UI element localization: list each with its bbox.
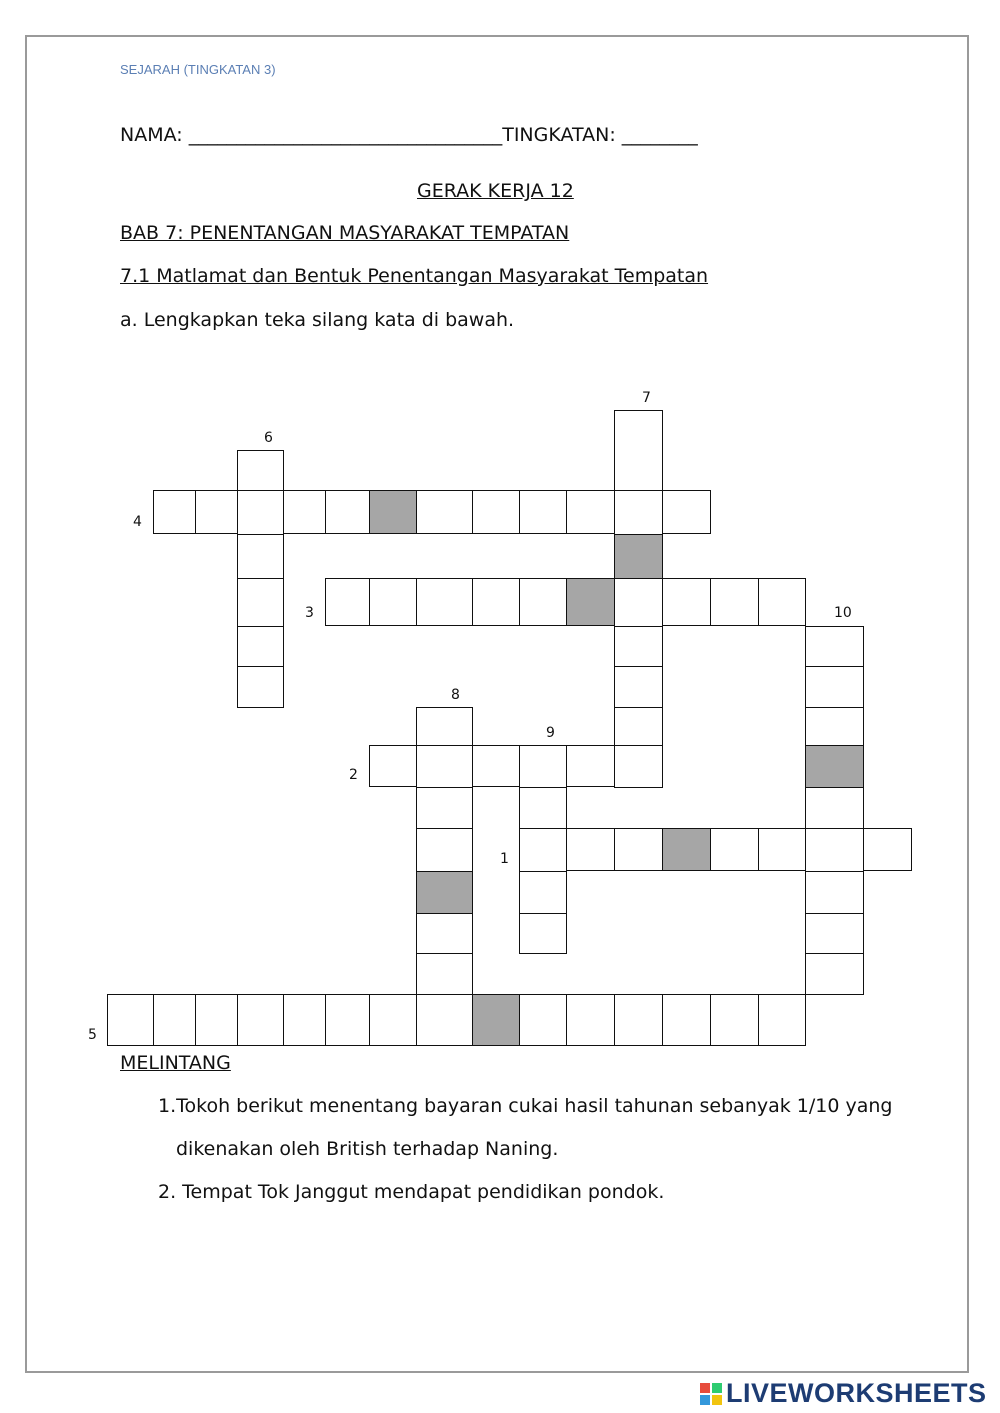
across-3-cell-1[interactable]: [325, 578, 370, 626]
clue-number-4: 4: [133, 514, 142, 530]
down-7-cell-7[interactable]: [614, 707, 663, 746]
down-8-cell-5[interactable]: [416, 871, 473, 914]
across-5-cell-10[interactable]: [519, 994, 567, 1046]
across-heading: MELINTANG: [120, 1052, 231, 1074]
clue-number-1: 1: [500, 851, 509, 867]
down-7-cell-5[interactable]: [614, 626, 663, 667]
down-8-cell-7[interactable]: [416, 953, 473, 995]
chapter-title: BAB 7: PENENTANGAN MASYARAKAT TEMPATAN: [120, 222, 570, 244]
down-6-cell-3[interactable]: [237, 534, 284, 579]
across-3-cell-8[interactable]: [662, 578, 711, 626]
across-3-cell-5[interactable]: [519, 578, 567, 626]
down-7-cell-3[interactable]: [614, 534, 663, 579]
down-8-cell-4[interactable]: [416, 828, 473, 872]
across-4-cell-12[interactable]: [662, 490, 711, 534]
down-10-cell-9[interactable]: [805, 953, 864, 995]
across-5-cell-8[interactable]: [416, 994, 473, 1046]
down-6-cell-2[interactable]: [237, 490, 284, 535]
across-5-cell-2[interactable]: [153, 994, 196, 1046]
across-5-cell-1[interactable]: [107, 994, 154, 1046]
down-6-cell-5[interactable]: [237, 626, 284, 667]
across-1-cell-3[interactable]: [614, 828, 663, 871]
clue-number-8: 8: [451, 687, 460, 703]
across-3-cell-10[interactable]: [758, 578, 806, 626]
across-5-cell-6[interactable]: [325, 994, 370, 1046]
header-tag: SEJARAH (TINGKATAN 3): [120, 62, 276, 77]
across-4-cell-1[interactable]: [153, 490, 196, 534]
down-10-cell-8[interactable]: [805, 913, 864, 954]
down-9-cell-5[interactable]: [519, 913, 567, 954]
down-10-cell-6[interactable]: [805, 828, 864, 872]
down-7-cell-2[interactable]: [614, 490, 663, 535]
clue-number-7: 7: [642, 390, 651, 406]
down-9-cell-2[interactable]: [519, 787, 567, 829]
across-1-cell-6[interactable]: [758, 828, 806, 871]
across-4-cell-10[interactable]: [566, 490, 615, 534]
across-3-cell-6[interactable]: [566, 578, 615, 626]
across-5-cell-15[interactable]: [758, 994, 806, 1046]
down-10-cell-4[interactable]: [805, 745, 864, 788]
across-4-cell-7[interactable]: [416, 490, 473, 534]
down-8-cell-3[interactable]: [416, 787, 473, 829]
across-5-cell-13[interactable]: [662, 994, 711, 1046]
across-4-cell-6[interactable]: [369, 490, 417, 534]
down-6-cell-1[interactable]: [237, 450, 284, 491]
name-class-line: NAMA: _________________________________TINGKATAN: ________: [120, 124, 698, 146]
logo-mark-icon: [700, 1383, 722, 1405]
logo-text: LIVEWORKSHEETS: [726, 1378, 987, 1408]
down-9-cell-3[interactable]: [519, 828, 567, 872]
across-3-cell-9[interactable]: [710, 578, 759, 626]
down-10-cell-1[interactable]: [805, 626, 864, 667]
across-clue-2: 2. Tempat Tok Janggut mendapat pendidikan pondok.: [158, 1181, 665, 1203]
across-2-cell-3[interactable]: [472, 745, 520, 787]
clue-number-2: 2: [349, 767, 358, 783]
liveworksheets-logo: [700, 1378, 987, 1409]
down-8-cell-2[interactable]: [416, 745, 473, 788]
across-5-cell-12[interactable]: [614, 994, 663, 1046]
down-10-cell-3[interactable]: [805, 707, 864, 746]
worksheet-title: GERAK KERJA 12: [417, 180, 574, 202]
across-5-cell-9[interactable]: [472, 994, 520, 1046]
instruction: a. Lengkapkan teka silang kata di bawah.: [120, 309, 515, 331]
down-7-cell-6[interactable]: [614, 666, 663, 708]
clue-number-6: 6: [264, 430, 273, 446]
across-4-cell-2[interactable]: [195, 490, 238, 534]
across-4-cell-4[interactable]: [283, 490, 326, 534]
down-10-cell-5[interactable]: [805, 787, 864, 829]
down-6-cell-6[interactable]: [237, 666, 284, 708]
clue-number-3: 3: [305, 605, 314, 621]
clue-number-5: 5: [88, 1027, 97, 1043]
down-9-cell-1[interactable]: [519, 745, 567, 788]
across-5-cell-11[interactable]: [566, 994, 615, 1046]
subtopic-title: 7.1 Matlamat dan Bentuk Penentangan Masyarakat Tempatan: [120, 265, 709, 287]
down-10-cell-7[interactable]: [805, 871, 864, 914]
down-8-cell-1[interactable]: [416, 707, 473, 746]
down-7-cell-4[interactable]: [614, 578, 663, 627]
down-8-cell-6[interactable]: [416, 913, 473, 954]
across-1-cell-2[interactable]: [566, 828, 615, 871]
across-3-cell-2[interactable]: [369, 578, 417, 626]
down-6-cell-4[interactable]: [237, 578, 284, 627]
clue-number-9: 9: [546, 725, 555, 741]
across-1-cell-8[interactable]: [863, 828, 912, 871]
across-clue-1-line-2: dikenakan oleh British terhadap Naning.: [176, 1138, 559, 1160]
across-4-cell-8[interactable]: [472, 490, 520, 534]
down-10-cell-2[interactable]: [805, 666, 864, 708]
down-7-cell-1[interactable]: [614, 410, 663, 491]
across-2-cell-1[interactable]: [369, 745, 417, 787]
across-3-cell-4[interactable]: [472, 578, 520, 626]
across-1-cell-5[interactable]: [710, 828, 759, 871]
across-1-cell-4[interactable]: [662, 828, 711, 871]
down-7-cell-8[interactable]: [614, 745, 663, 788]
across-5-cell-14[interactable]: [710, 994, 759, 1046]
across-5-cell-4[interactable]: [237, 994, 284, 1046]
down-9-cell-4[interactable]: [519, 871, 567, 914]
across-2-cell-5[interactable]: [566, 745, 615, 787]
across-3-cell-3[interactable]: [416, 578, 473, 626]
across-5-cell-3[interactable]: [195, 994, 238, 1046]
clue-number-10: 10: [834, 605, 852, 621]
across-4-cell-9[interactable]: [519, 490, 567, 534]
across-5-cell-5[interactable]: [283, 994, 326, 1046]
across-5-cell-7[interactable]: [369, 994, 417, 1046]
across-4-cell-5[interactable]: [325, 490, 370, 534]
across-clue-1-line-1: 1.Tokoh berikut menentang bayaran cukai hasil tahunan sebanyak 1/10 yang: [158, 1095, 893, 1117]
